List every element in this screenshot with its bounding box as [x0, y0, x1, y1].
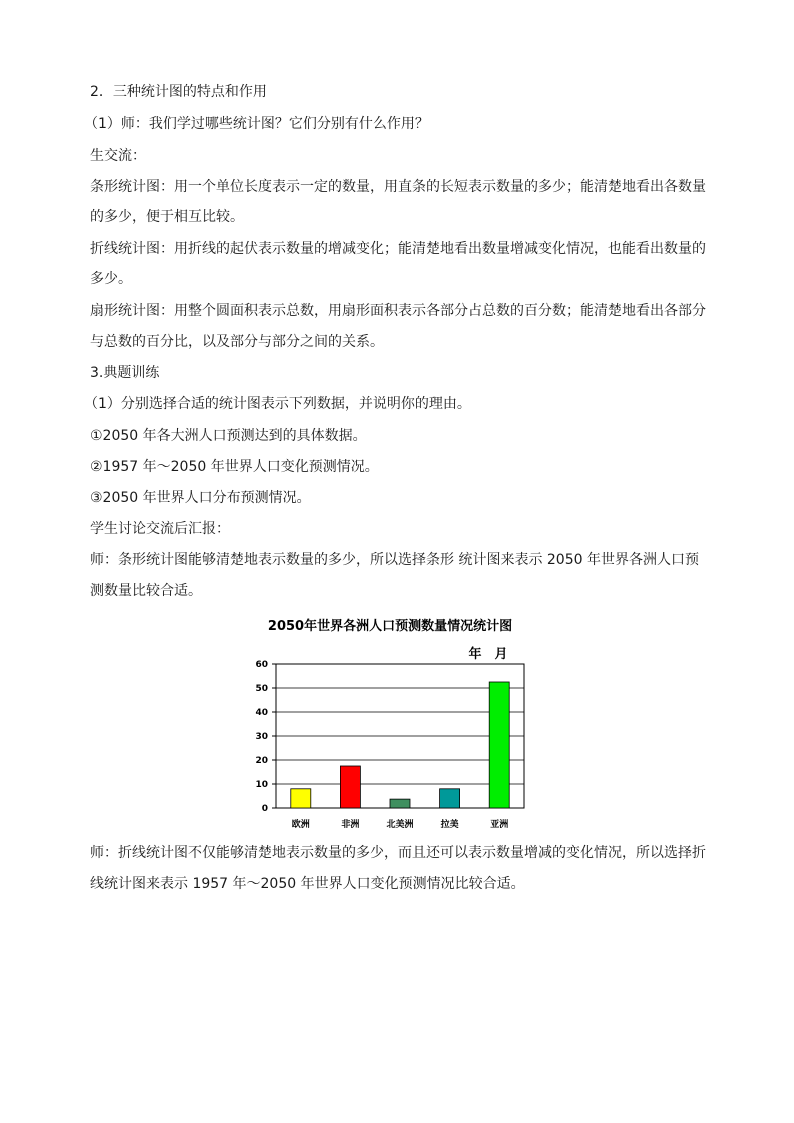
body-line: 线统计图来表示 1957 年～2050 年世界人口变化预测情况比较合适。 — [90, 876, 525, 892]
list-item: ③2050 年世界人口分布预测情况。 — [90, 490, 311, 506]
body-line: 测数量比较合适。 — [90, 583, 202, 599]
y-tick-label: 40 — [255, 708, 268, 718]
body-line: 多少。 — [90, 271, 132, 287]
chart-y-axis — [255, 660, 276, 814]
x-category-label: 欧洲 — [291, 820, 310, 830]
chart-x-axis — [292, 818, 508, 830]
body-line: 折线统计图：用折线的起伏表示数量的增减变化；能清楚地看出数量增减变化情况，也能看出数量的 — [90, 241, 706, 257]
bar-3 — [440, 789, 460, 808]
bar-0 — [291, 789, 311, 808]
y-tick-label: 20 — [255, 756, 268, 766]
x-category-label: 北美洲 — [386, 820, 414, 830]
list-item: ②1957 年～2050 年世界人口变化预测情况。 — [90, 459, 379, 475]
y-tick-label: 60 — [255, 660, 268, 670]
section-heading: 3.典题训练 — [90, 365, 160, 381]
body-line: 学生讨论交流后汇报： — [90, 521, 230, 537]
chart-bars — [291, 682, 509, 808]
y-tick-label: 30 — [255, 732, 268, 742]
body-line: 条形统计图：用一个单位长度表示一定的数量，用直条的长短表示数量的多少；能清楚地看出各数量 — [90, 179, 706, 195]
x-category-label: 拉美 — [440, 820, 459, 830]
x-category-label: 非洲 — [341, 820, 360, 830]
chart-grid — [276, 664, 524, 808]
y-tick-label: 10 — [255, 780, 268, 790]
bar-4 — [489, 682, 509, 808]
x-category-label: 亚洲 — [490, 820, 509, 830]
list-item: ①2050 年各大洲人口预测达到的具体数据。 — [90, 428, 367, 444]
body-line: 的多少，便于相互比较。 — [90, 209, 244, 225]
body-line: 与总数的百分比，以及部分与部分之间的关系。 — [90, 334, 384, 350]
y-tick-label: 0 — [261, 804, 268, 814]
body-line: 生交流： — [90, 148, 146, 164]
chart-title: 2050年世界各洲人口预测数量情况统计图 — [267, 619, 513, 634]
chart-svg — [240, 612, 540, 837]
body-line: 师：折线统计图不仅能够清楚地表示数量的多少，而且还可以表示数量增减的变化情况，所以选择折 — [90, 845, 706, 861]
body-line: 师：条形统计图能够清楚地表示数量的多少，所以选择条形 统计图来表示 2050 年世界各洲人口预 — [90, 552, 699, 568]
question-line: （1）分别选择合适的统计图表示下列数据，并说明你的理由。 — [84, 396, 471, 412]
question-line: （1）师：我们学过哪些统计图？它们分别有什么作用？ — [84, 116, 429, 132]
bar-1 — [340, 766, 360, 808]
chart-date-label: 年 月 — [468, 647, 508, 662]
body-line: 扇形统计图：用整个圆面积表示总数，用扇形面积表示各部分占总数的百分数；能清楚地看出各部分 — [90, 303, 706, 319]
population-bar-chart — [240, 612, 540, 837]
section-heading: 2．三种统计图的特点和作用 — [90, 84, 267, 100]
bar-2 — [390, 799, 410, 808]
y-tick-label: 50 — [255, 684, 268, 694]
